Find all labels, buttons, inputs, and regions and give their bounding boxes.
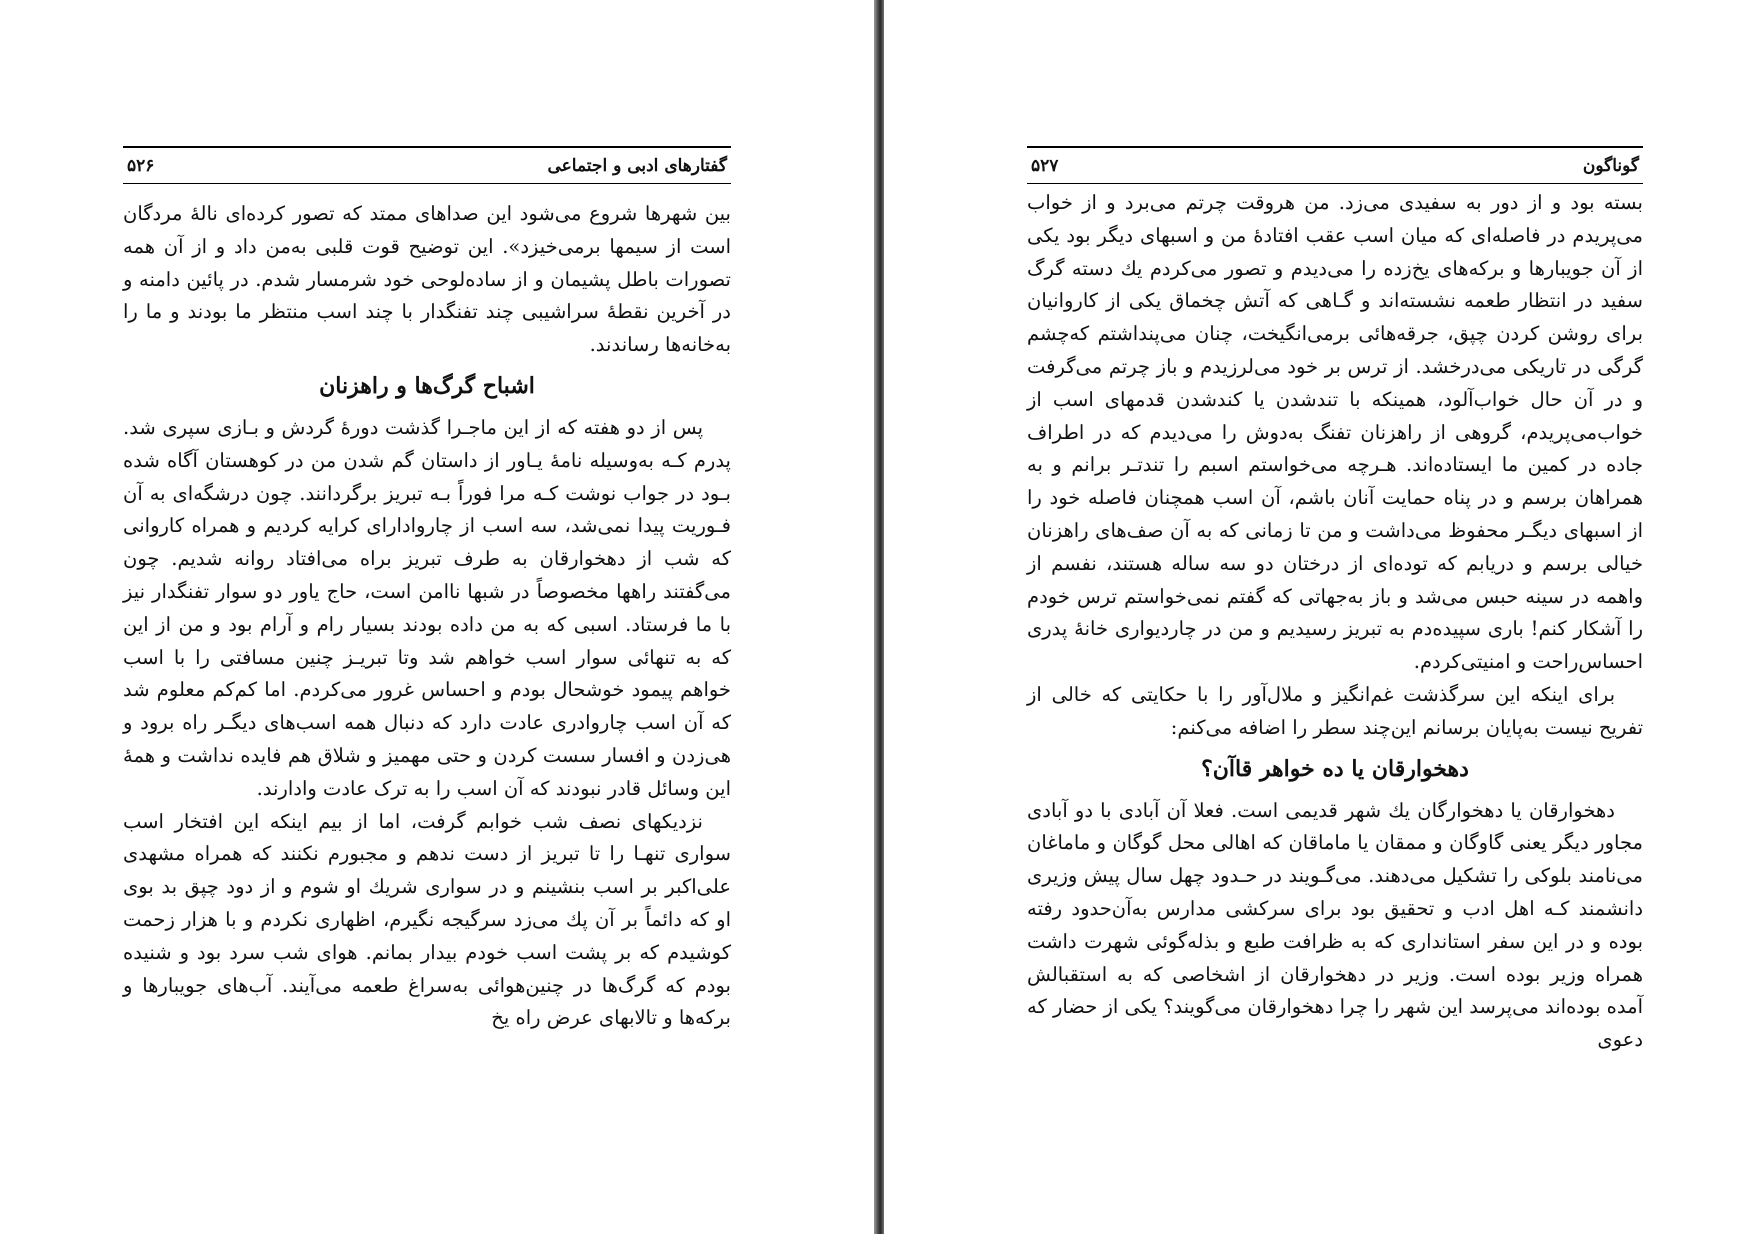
left-running-title: گفتارهای ادبی و اجتماعی <box>547 155 727 176</box>
left-page-header <box>123 146 731 184</box>
section-heading: دهخوارقان یا ده خواهر قاآن؟ <box>1201 755 1469 782</box>
right-page-body <box>1027 187 1643 1057</box>
paragraph: دهخوارقان یا دهخوارگان یك شهر قدیمی است. فعلا آن آبادی با دو آبادی مجاور دیگر یعنی گاوگان و ممقان یا ماماقان که اهالی محل گوگان و ماماغان می‌نامند بلوکی را تشکیل می‌دهند. می‌گـویند در حـدود چهل سال پیش وزیری دانشمند کـه اهل ادب و تحقیق بود برای سرکشی مدارس به‌آن‌حدود رفته بوده و در این سفر استانداری که به ظرافت طبع و بذله‌گوئی شهرت داشت همراه وزیر بوده است. وزیر در دهخوارقان از اشخاصی که به استقبالش آمده بوده‌اند می‌پرسد این شهر را چرا دهخوارقان می‌گویند؟ یکی از حضار که دعوی <box>1027 798 1643 1052</box>
right-page-header <box>1027 146 1643 184</box>
left-page-body <box>123 198 731 1035</box>
paragraph: برای اینکه این سرگذشت غم‌انگیز و ملال‌آور را با حکایتی که خالی از تفریح نیست به‌پایان برسانم این‌چند سطر را اضافه می‌کنم: <box>1027 682 1643 739</box>
paragraph: بسته بود و از دور به سفیدی می‌زد. من هروقت چرتم می‌برد و از خواب می‌پریدم در فاصله‌ای که میان اسب عقب افتادهٔ من و اسبهای دیگر بود یکی از آن جویبارها و برکه‌های یخ‌زده را می‌دیدم و تصور می‌کردم یك دسته گرگ سفید در انتظار طعمه نشسته‌اند و گـاهی که آتش چخماق یکی از کاروانیان برای روشن کردن چپق، جرقه‌هائی برمی‌انگیخت، چنان می‌پنداشتم که‌چشم گرگی در تاریکی می‌درخشد. از ترس بر خود می‌لرزیدم و باز چرتم می‌گرفت و در آن حال خواب‌آلود، همینکه با تندشدن یا کندشدن قدمهای اسب از خواب‌می‌پریدم، گروهی از راهزنان تفنگ به‌دوش را می‌دیدم که در اطراف جاده در کمین ما ایستاده‌اند. هـرچه می‌خواستم اسبم را تندتـر برانم و به همراهان برسم و در پناه حمایت آنان باشم، آن اسب همچنان فاصله خود را از اسبهای دیگـر محفوظ می‌داشت و من تا زمانی که به آن صف‌های راهزنان خیالی برسم و دریابم که توده‌ای از درختان دو سه ساله هستند، نفسم از واهمه در سینه حبس می‌شد و باز به‌جهاتی که گفتم نمی‌خواستم ترس خودم را آشکار کنم! باری سپیده‌دم به تبریز رسیدیم و من در چاردیواری خانهٔ پدری احساس‌راحت و امنیتی‌کردم. <box>1027 191 1643 674</box>
paragraph: پس از دو هفته که از این ماجـرا گذشت دورهٔ گردش و بـازی سپری شد. پدرم کـه به‌وسیله نامهٔ یـاور از داستان گم شدن من در کوهستان آگاه شده بـود در جواب نوشت کـه مرا فوراً بـه تبریز برگردانند. چون درشگه‌ای به آن فـوریت پیدا نمی‌شد، سه اسب از چاروادارای کرایه کردیم و همراه کاروانی که شب از دهخوارقان به طرف تبریز براه می‌افتاد روانه شدیم. چون می‌گفتند راهها مخصوصاً در شبها ناامن است، حاج یاور دو سوار تفنگدار نیز با ما فرستاد. اسبی که به من داده بودند بسیار رام و آرام بود و من از این که به تنهائی سوار اسب خواهم شد وتا تبریـز چنین مسافتی را با اسب خواهم پیمود خوشحال بودم و احساس غرور می‌کردم. اما کم‌کم معلوم شد که آن اسب چاروادری عادت دارد که دنبال همه اسب‌های دیگـر راه برود و هی‌زدن و افسار سست کردن و حتی مهمیز و شلاق هم فایده نداشت و همهٔ این وسائل قادر نبودند که آن اسب را به ترک عادت وادارند. <box>123 415 731 800</box>
right-page-number: ۵۲۷ <box>1031 155 1059 176</box>
section-heading: اشباح گرگ‌ها و راهزنان <box>319 372 535 399</box>
right-page <box>884 0 1749 1234</box>
paragraph: نزدیکهای نصف شب خوابم گرفت، اما از بیم اینکه این افتخار اسب سواری تنهـا را تا تبریز از دست ندهم و مجبورم نکنند که همراه مشهدی علی‌اکبر بر اسب بنشینم و در سواری شریك او شوم و از دود چپق بد بوی او که دائماً بر آن پك می‌زد سرگیجه نگیرم، اظهاری نکردم و با هزار زحمت کوشیدم که بر پشت اسب خودم بیدار بمانم. هوای شب سرد بود و شنیده بودم که گرگ‌ها در چنین‌هوائی به‌سراغ طعمه می‌آیند. آب‌های جویبارها و برکه‌ها و تالابهای عرض راه یخ <box>123 809 731 1030</box>
left-page-number: ۵۲۶ <box>127 155 155 176</box>
right-running-title: گوناگون <box>1582 155 1639 176</box>
paragraph: بین شهرها شروع می‌شود این صداهای ممتد که تصور کرده‌ای نالهٔ مردگان است از سیمها برمی‌خیزد». این توضیح قوت قلبی به‌من داد و از آن همه تصورات باطل پشیمان و از ساده‌لوحی خود شرمسار شدم. در پائین دامنه و در آخرین نقطهٔ سراشیبی چند تفنگدار با چند اسب منتظر ما بودند و ما را به‌خانه‌ها رساندند. <box>123 202 731 357</box>
